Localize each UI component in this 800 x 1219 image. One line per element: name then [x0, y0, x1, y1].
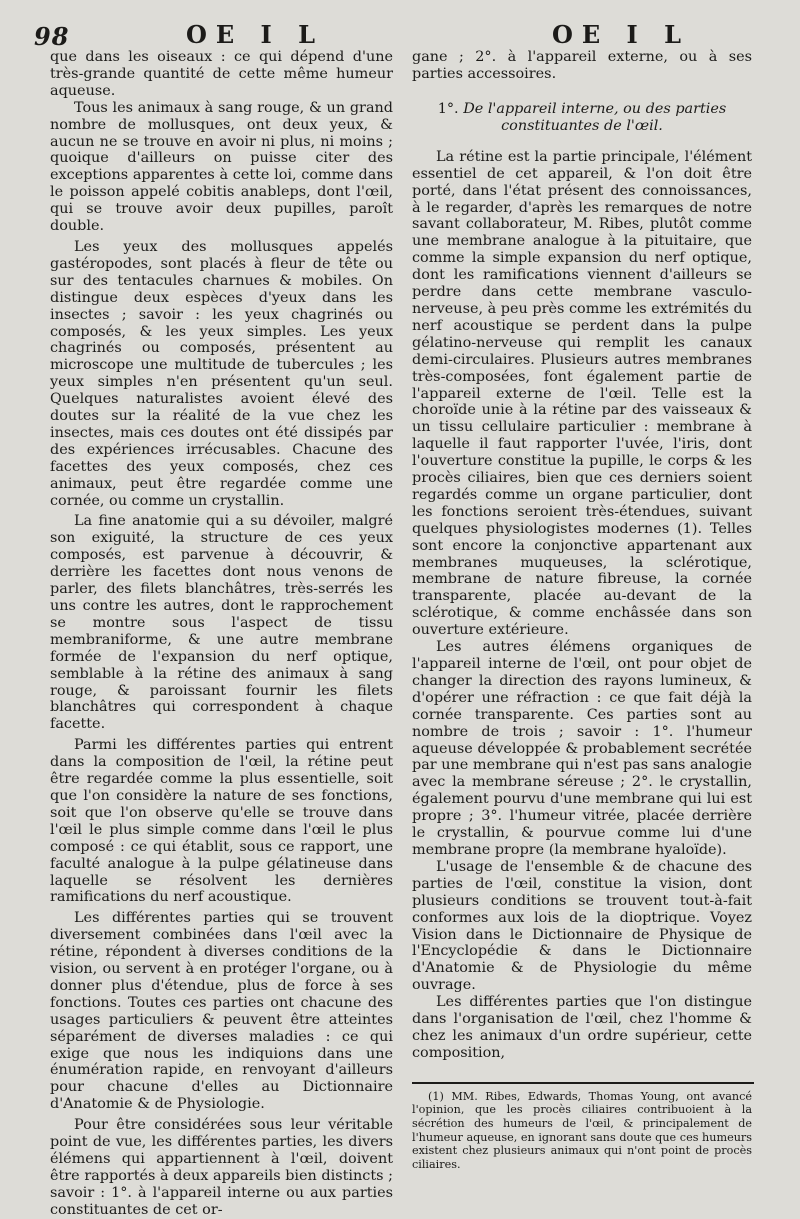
- paragraph: La fine anatomie qui a su dévoiler, malgré son exiguité, la structure de ces yeux composés, est parvenue à découvrir, & derrière les facettes dont nous venons de parler, des filets blanchâtres, très-serrés les uns contre les autres, dont le rapprochement se montre sous l'aspect de tissu membraniforme, & une autre membrane formée de l'expansion du nerf optique, semblable à la rétine des animaux à sang rouge, & paroissant fournir les filets blanchâtres qui correspondent à chaque facette.: [50, 513, 393, 733]
- paragraph: Les différentes parties qui se trouvent diversement combinées dans l'œil avec la rétine, répondent à diverses conditions de la vision, ou servent à en protéger l'organe, ou à donner plus d'étendue, plus de force à ses fonctions. Toutes ces parties ont chacune des usages particuliers & peuvent être atteintes séparément de diverses maladies : ce qui exige que nous les indiquions dans une énumération rapide, en renvoyant d'ailleurs pour chacune d'elles au Dictionnaire d'Anatomie & de Physiologie.: [50, 910, 393, 1113]
- running-head-left: OE I L: [186, 20, 325, 49]
- paragraph: La rétine est la partie principale, l'élément essentiel de cet appareil, & l'on doit être porté, dans l'état présent des connoissances, à le regarder, d'après les remarques de notre savant collaborateur, M. Ribes, plutôt comme une membrane analogue à la pituitaire, que comme la simple expansion du nerf optique, dont les ramifications viennent d'ailleurs se perdre dans cette membrane vasculo-nerveuse, à peu près comme les extrémités du nerf acoustique se perdent dans la pulpe gélatino-nerveuse qui remplit les canaux demi-circulaires. Plusieurs autres membranes très-composées, font également partie de l'appareil externe de l'œil. Telle est la choroïde unie à la rétine par des vaisseaux & un tissu cellulaire particulier : membrane à laquelle il faut rapporter l'uvée, l'iris, dont l'ouverture constitue la pupille, le corps & les procès ciliaires, bien que ces derniers soient regardés comme un organe particulier, dont les fonctions seroient très-étendues, suivant quelques physiologistes modernes (1). Telles sont encore la conjonctive appartenant aux membranes muqueuses, la sclérotique, membrane de nature fibreuse, la cornée transparente, placée au-devant de la sclérotique, & comme enchâssée dans son ouverture extérieure.: [412, 148, 752, 639]
- paragraph: L'usage de l'ensemble & de chacune des parties de l'œil, constitue la vision, dont plusieurs conditions se trouvent tout-à-fait conformes aux lois de la dioptrique. Voyez Vision dans le Dictionnaire de Physique de l'Encyclopédie & dans le Dictionnaire d'Anatomie & de Physiologie du même ouvrage.: [412, 858, 752, 994]
- footnote-divider: [412, 1082, 754, 1084]
- section-heading: [412, 101, 752, 135]
- running-head-right: OE I L: [552, 20, 691, 49]
- paragraph: Les yeux des mollusques appelés gastéropodes, sont placés à fleur de tête ou sur des tentacules charnues & mobiles. On distingue deux espèces d'yeux dans les insectes ; savoir : les yeux chagrinés ou composés, & les yeux simples. Les yeux chagrinés ou composés, présentent au microscope une multitude de tubercules ; les yeux simples n'en présentent qu'un seul. Quelques naturalistes avoient élevé des doutes sur la réalité de la vue chez les insectes, mais ces doutes ont été dissipés par des expériences irrécusables. Chacune des facettes des yeux composés, chez ces animaux, peut être regardée comme une cornée, ou comme un crystallin.: [50, 238, 393, 509]
- section-heading-number: 1°.: [437, 100, 459, 117]
- footnote: (1) MM. Ribes, Edwards, Thomas Young, ont avancé l'opinion, que les procès ciliaires contribuoient à la sécrétion des humeurs de l'œil, & principalement de l'humeur aqueuse, en ignorant sans doute que ces humeurs existent chez plusieurs animaux qui n'ont point de procès ciliaires.: [412, 1089, 752, 1171]
- paragraph: gane ; 2°. à l'appareil externe, ou à ses parties accessoires.: [412, 49, 752, 82]
- section-heading-text: De l'appareil interne, ou des parties constituantes de l'œil.: [463, 100, 727, 134]
- paragraph: Parmi les différentes parties qui entrent dans la composition de l'œil, la rétine peut être regardée comme la plus essentielle, soit que l'on considère la nature de ses fonctions, soit que l'on observe qu'elle se trouve dans l'œil le plus simple comme dans l'œil le plus composé : ce qui établit, sous ce rapport, une faculté analogue à la pulpe gélatineuse dans laquelle se résolvent les dernières ramifications du nerf acoustique.: [50, 737, 393, 906]
- paragraph: Les différentes parties que l'on distingue dans l'organisation de l'œil, chez l'homme & chez les animaux d'un ordre supérieur, cette composition,: [412, 994, 752, 1061]
- paragraph: que dans les oiseaux : ce qui dépend d'une très-grande quantité de cette même humeur aqueuse.: [50, 49, 393, 99]
- right-column: [412, 49, 752, 1171]
- paragraph: Pour être considérées sous leur véritable point de vue, les différentes parties, les divers élémens qui appartiennent à l'œil, doivent être rapportés à deux appareils bien distincts ; savoir : 1°. à l'appareil interne ou aux parties constituantes de cet or-: [50, 1117, 393, 1218]
- page-number: 98: [34, 22, 70, 51]
- paragraph: Tous les animaux à sang rouge, & un grand nombre de mollusques, ont deux yeux, & aucun ne se trouve en avoir ni plus, ni moins ; quoique d'ailleurs on puisse citer des exceptions apparentes à cette loi, comme dans le poisson appelé cobitis anableps, dont l'œil, qui se trouve avoir deux pupilles, paroît double.: [50, 99, 393, 235]
- paragraph: Les autres élémens organiques de l'appareil interne de l'œil, ont pour objet de changer la direction des rayons lumineux, & d'opérer une réfraction : ce que fait déjà la cornée transparente. Ces parties sont au nombre de trois ; savoir : 1°. l'humeur aqueuse développée & probablement secrétée par une membrane qui n'est pas sans analogie avec la membrane séreuse ; 2°. le crystallin, également pourvu d'une membrane qui lui est propre ; 3°. l'humeur vitrée, placée derrière le crystallin, & pourvue comme lui d'une membrane propre (la membrane hyaloïde).: [412, 639, 752, 858]
- left-column: [50, 49, 393, 1219]
